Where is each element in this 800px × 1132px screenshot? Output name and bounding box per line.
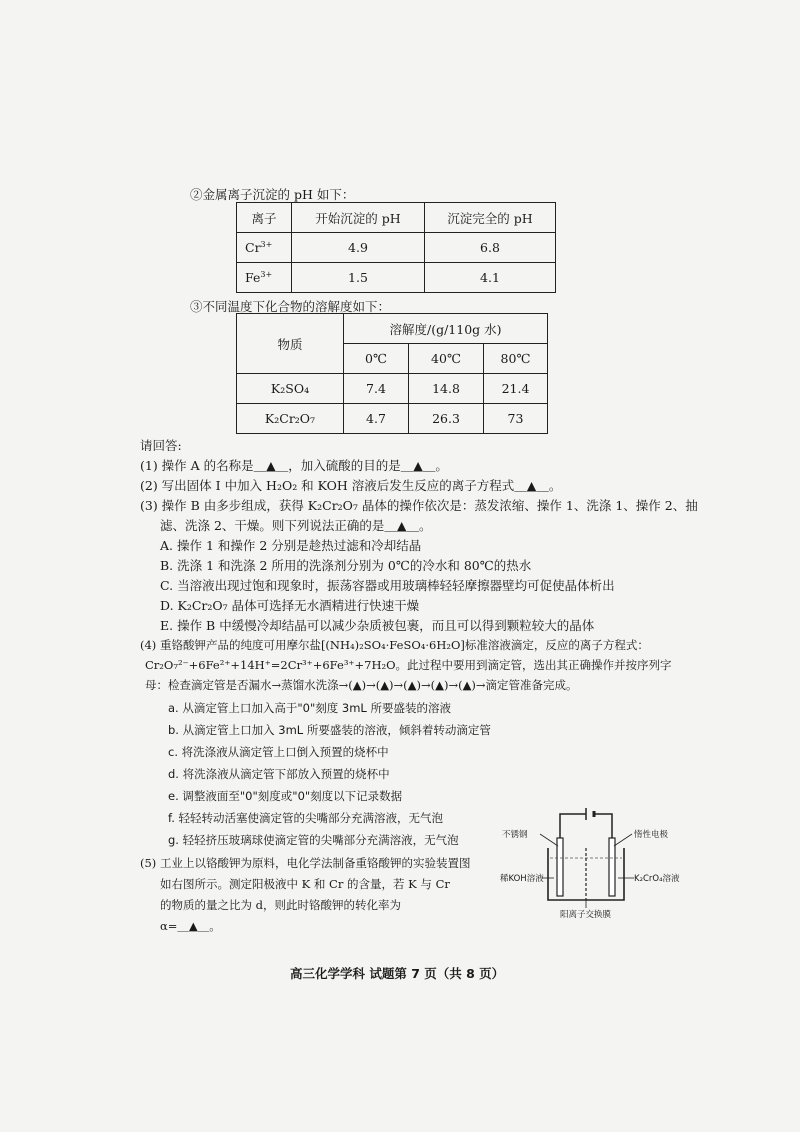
sol-temp: 80℃ [484, 344, 548, 374]
ph-complete: 6.8 [425, 233, 556, 263]
ph-ion: $Cr^{3+}$ [237, 233, 292, 263]
ph-header-ion: 离子 [237, 203, 292, 233]
question-1: (1) 操作 A 的名称是＿▲＿，加入硫酸的目的是＿▲＿。 [140, 458, 448, 473]
ph-start: 1.5 [292, 263, 425, 293]
sol-name: K₂SO₄ [237, 374, 344, 404]
question-4-line2: Cr₂O₇²⁻+6Fe²⁺+14H⁺=2Cr³⁺+6Fe³⁺+7H₂O。此过程中要用到滴定管，选出其正确操作并按序列字 [145, 658, 672, 672]
section2-title: ②金属离子沉淀的 pH 如下： [190, 187, 355, 202]
ph-ion: $Fe^{3+}$ [237, 263, 292, 293]
section3-title: ③不同温度下化合物的溶解度如下： [190, 299, 391, 314]
sol-value: 14.8 [409, 374, 484, 404]
sol-temp: 40℃ [409, 344, 484, 374]
solubility-table [236, 313, 548, 434]
q4-option: f. 轻轻转动活塞使滴定管的尖嘴部分充满溶液，无气泡 [168, 811, 444, 825]
pointer-line [540, 834, 558, 846]
q4-option: d. 将洗涤液从滴定管下部放入预置的烧杯中 [168, 767, 390, 781]
label-left-solution: 稀KOH溶液 [500, 874, 544, 884]
q3-option: A. 操作 1 和操作 2 分别是趁热过滤和冷却结晶 [160, 538, 422, 553]
q4-option: c. 将洗涤液从滴定管上口倒入预置的烧杯中 [168, 745, 389, 759]
q4-option: b. 从滴定管上口加入 3mL 所要盛装的溶液，倾斜着转动滴定管 [168, 723, 491, 737]
q3-option: B. 洗涤 1 和洗涤 2 所用的洗涤剂分别为 0℃的冷水和 80℃的热水 [160, 558, 532, 573]
q3-option: C. 当溶液出现过饱和现象时，振荡容器或用玻璃棒轻轻摩擦器壁均可促使晶体析出 [160, 578, 615, 593]
sol-name: K₂Cr₂O₇ [237, 404, 344, 434]
label-right-electrode: 惰性电极 [634, 830, 669, 840]
ph-start: 4.9 [292, 233, 425, 263]
question-3-line1: (3) 操作 B 由多步组成，获得 K₂Cr₂O₇ 晶体的操作依次是：蒸发浓缩、操作 1、洗涤 1、操作 2、抽 [140, 498, 698, 513]
sol-value: 21.4 [484, 374, 548, 404]
sol-temp: 0℃ [344, 344, 409, 374]
table-row [237, 404, 548, 434]
question-5-line3: 的物质的量之比为 d，则此时铬酸钾的转化率为 [160, 898, 402, 912]
sol-value: 73 [484, 404, 548, 434]
label-membrane: 阳离子交换膜 [560, 910, 612, 920]
question-5-line4: α=＿▲＿。 [160, 919, 221, 933]
ph-complete: 4.1 [425, 263, 556, 293]
ph-table [236, 202, 556, 293]
question-4-line3: 母：检查滴定管是否漏水→蒸馏水洗涤→(▲)→(▲)→(▲)→(▲)→(▲)→滴定管准备完成。 [145, 678, 578, 692]
sol-value: 26.3 [409, 404, 484, 434]
left-electrode [557, 838, 563, 896]
q4-option: g. 轻轻挤压玻璃球使滴定管的尖嘴部分充满溶液，无气泡 [168, 833, 459, 847]
sol-value: 7.4 [344, 374, 409, 404]
label-right-solution: K₂CrO₄溶液 [634, 874, 680, 884]
q3-option: D. K₂Cr₂O₇ 晶体可选择无水酒精进行快速干燥 [160, 598, 420, 613]
question-5-line1: (5) 工业上以铬酸钾为原料，电化学法制备重铬酸钾的实验装置图 [140, 856, 471, 870]
ph-header-complete: 沉淀完全的 pH [425, 203, 556, 233]
table-row [237, 374, 548, 404]
question-5-line2: 如右图所示。测定阳极液中 K 和 Cr 的含量，若 K 与 Cr [160, 877, 450, 891]
sol-header-solubility: 溶解度/(g/110g 水) [344, 314, 548, 344]
table-row [237, 263, 556, 293]
pointer-line [614, 834, 632, 846]
right-electrode [609, 838, 615, 896]
q4-option: a. 从滴定管上口加入高于"0"刻度 3mL 所要盛装的溶液 [168, 701, 451, 715]
ph-header-start: 开始沉淀的 pH [292, 203, 425, 233]
q3-option: E. 操作 B 中缓慢冷却结晶可以减少杂质被包裹，而且可以得到颗粒较大的晶体 [160, 618, 595, 633]
prompt: 请回答: [140, 438, 182, 453]
sol-header-substance: 物质 [237, 314, 344, 374]
q4-option: e. 调整液面至"0"刻度或"0"刻度以下记录数据 [168, 789, 403, 803]
electrolysis-apparatus-diagram [500, 808, 680, 928]
table-row [237, 233, 556, 263]
question-3-line2: 滤、洗涤 2、干燥。则下列说法正确的是＿▲＿。 [160, 518, 432, 533]
sol-value: 4.7 [344, 404, 409, 434]
page-footer: 高三化学学科 试题第 7 页（共 8 页） [290, 966, 505, 981]
question-4-line1: (4) 重铬酸钾产品的纯度可用摩尔盐[(NH₄)₂SO₄·FeSO₄·6H₂O]标准溶液滴定，反应的离子方程式： [140, 638, 649, 652]
question-2: (2) 写出固体 I 中加入 H₂O₂ 和 KOH 溶液后发生反应的离子方程式＿▲＿。 [140, 478, 562, 493]
label-left-electrode: 不锈钢 [502, 830, 528, 840]
